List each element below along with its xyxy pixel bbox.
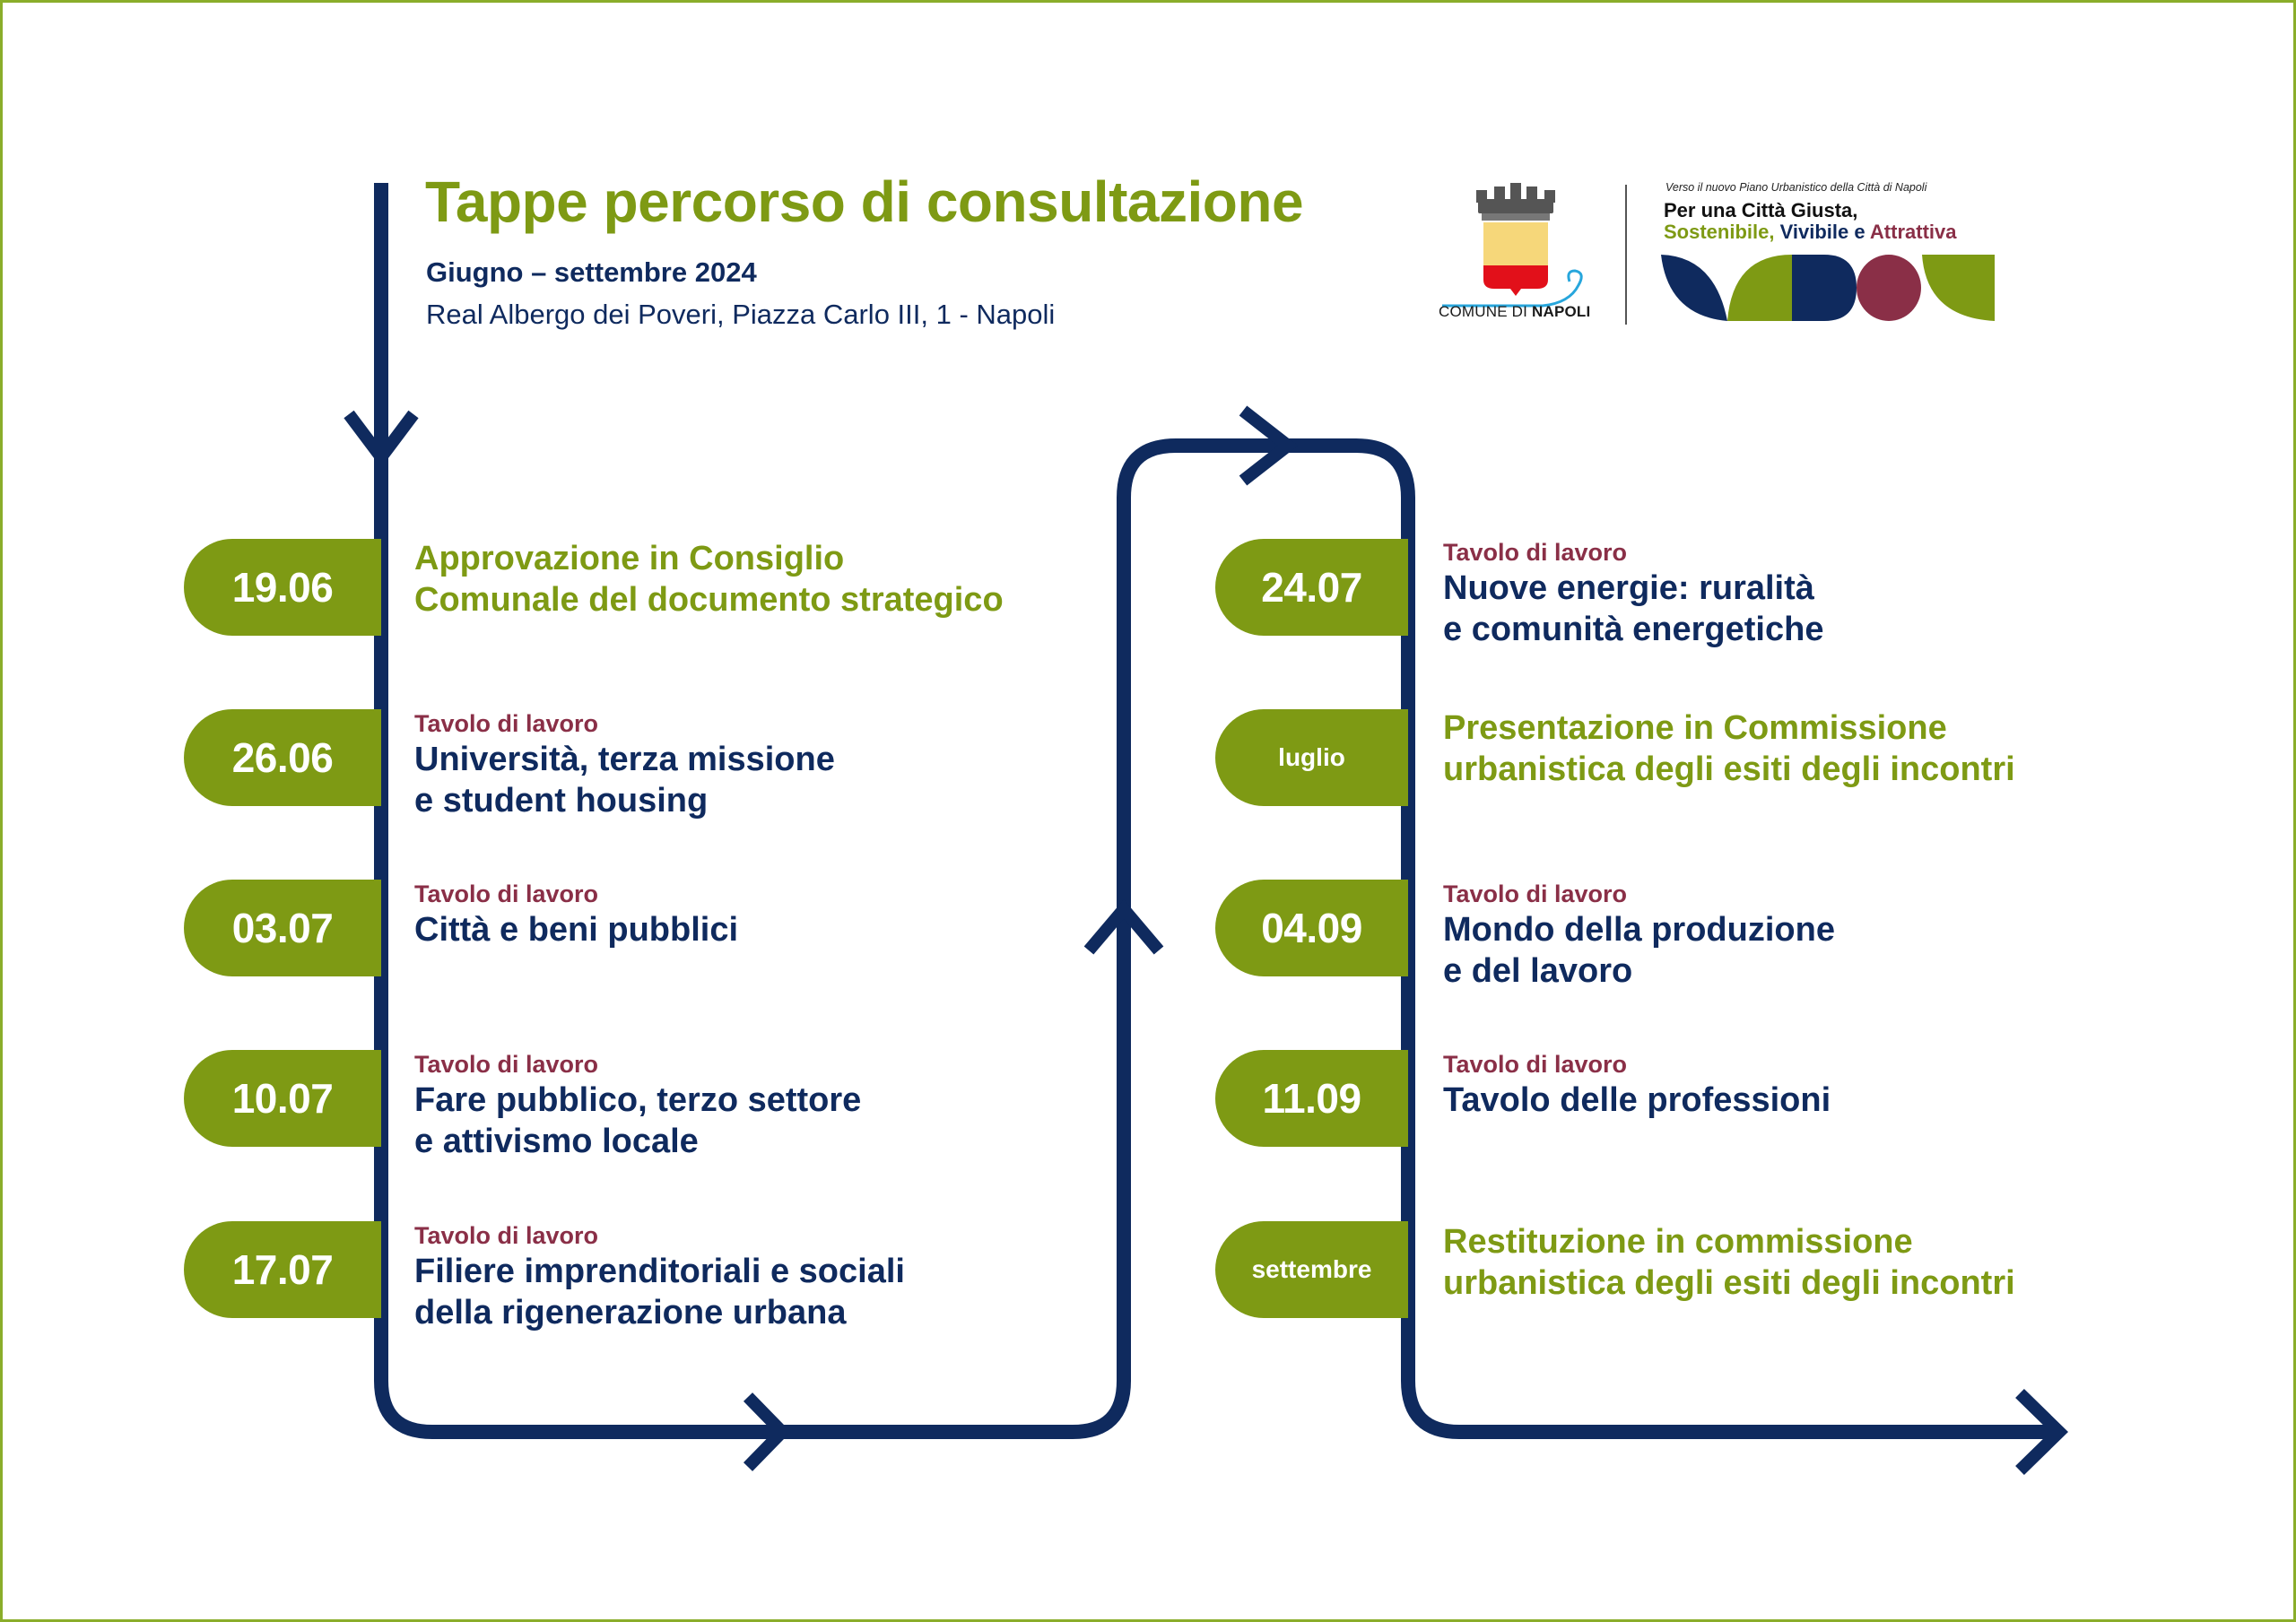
date-pill: luglio (1215, 709, 1408, 806)
timeline-entry: Tavolo di lavoro Mondo della produzione e del lavoro (1443, 880, 1835, 990)
timeline-entry: Tavolo di lavoro Tavolo delle professioni (1443, 1051, 1831, 1119)
date-pill: 10.07 (184, 1050, 381, 1147)
page-title: Tappe percorso di consultazione (425, 169, 1304, 234)
timeline-entry: Approvazione in Consiglio Comunale del documento strategico (414, 540, 1004, 619)
date-pill: 17.07 (184, 1221, 381, 1318)
venue-address: Real Albergo dei Poveri, Piazza Carlo III, 1 - Napoli (426, 299, 1056, 330)
timeline-entry: Tavolo di lavoro Città e beni pubblici (414, 880, 739, 949)
date-pill: 26.06 (184, 709, 381, 806)
timeline-entry: Tavolo di lavoro Università, terza missione e student housing (414, 710, 835, 820)
timeline-entry: Tavolo di lavoro Nuove energie: ruralità e comunità energetiche (1443, 539, 1824, 648)
campaign-title-line1: Per una Città Giusta, (1664, 199, 1858, 221)
comune-di-napoli-label: COMUNE DI NAPOLI (1439, 303, 1591, 320)
timeline-entry: Tavolo di lavoro Filiere imprenditoriali e sociali della rigenerazione urbana (414, 1222, 905, 1331)
date-pill: 19.06 (184, 539, 381, 636)
date-pill: settembre (1215, 1221, 1408, 1318)
date-pill: 04.09 (1215, 880, 1408, 976)
date-pill: 24.07 (1215, 539, 1408, 636)
timeline-entry: Presentazione in Commissione urbanistica degli esiti degli incontri (1443, 709, 2015, 788)
campaign-shapes-icon (1661, 255, 1995, 323)
campaign-tagline: Verso il nuovo Piano Urbanistico della Città di Napoli (1665, 181, 1927, 194)
timeline-entry: Restituzione in commissione urbanistica degli esiti degli incontri (1443, 1223, 2015, 1302)
logo-divider (1625, 185, 1627, 325)
campaign-title-line2: Sostenibile, Vivibile e Attrattiva (1664, 221, 1957, 243)
timeline-entry: Tavolo di lavoro Fare pubblico, terzo settore e attivismo locale (414, 1051, 862, 1160)
date-pill: 03.07 (184, 880, 381, 976)
period-subtitle: Giugno – settembre 2024 (426, 256, 757, 288)
date-pill: 11.09 (1215, 1050, 1408, 1147)
